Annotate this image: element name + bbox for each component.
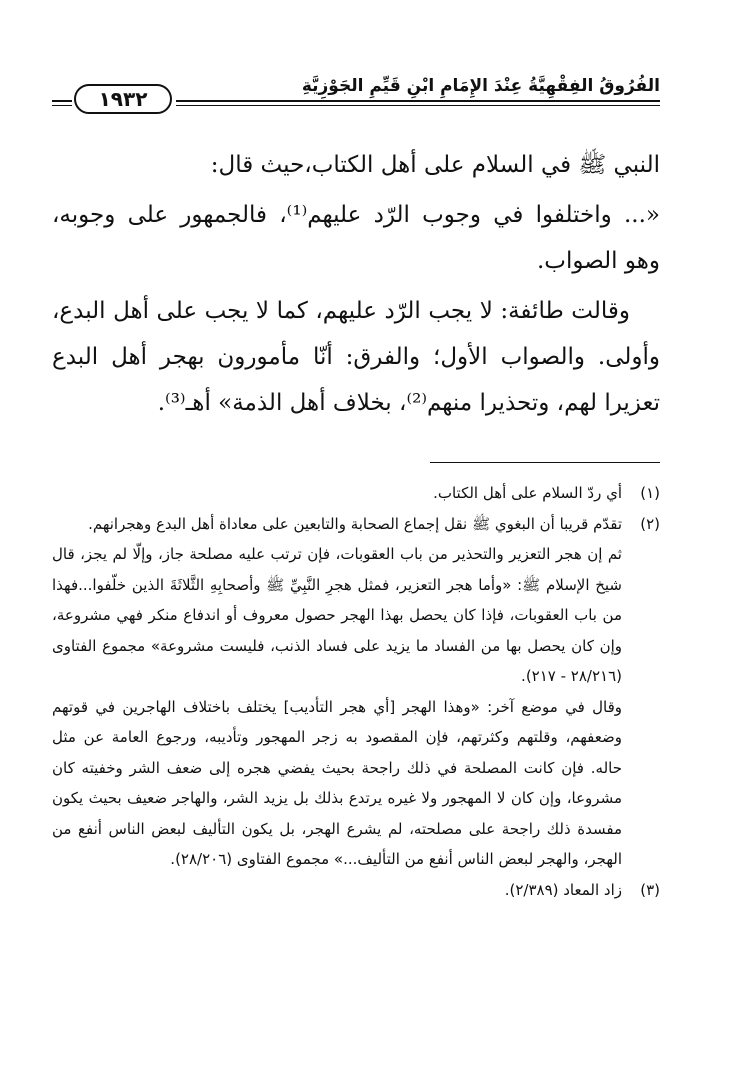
footnote-1 <box>52 478 660 509</box>
footnote-separator <box>430 462 660 463</box>
footnote-text: ثم إن هجر التعزير والتحذير من باب العقوبات، فإن ترتب عليه مصلحة جاز، وإلّا لم يجز، قال شيخ الإسلام ﷺ: «وأما هجر التعزير، فمثل هجرِ النَّبِيِّ ﷺ وأصحابِهِ الثَّلاثَةَ الذين خلّفوا...فهذا من باب العقوبات، فإذا كان يحصل بهذا الهجر حصول معروف أو اندفاع منكر فهي مشروعة، وإن كان يحصل بها من الفساد ما يزيد على فساد الذنب، فليست مشروعة» مجموع الفتاوى (٢٨/٢١٦ - ٢١٧). <box>52 545 622 685</box>
footnote-number: (٣) <box>640 880 660 899</box>
footnote-number: (٢) <box>640 514 660 533</box>
page-number: ١٩٣٢ <box>98 87 148 111</box>
main-quote-paragraph: «... واختلفوا في وجوب الرّد عليهم⁽¹⁾، فالجمهور على وجوبه، وهو الصواب. <box>52 202 660 274</box>
footnote-3 <box>52 875 660 906</box>
footnote-body <box>52 478 622 509</box>
footnote-2 <box>52 509 660 875</box>
footnote-text: زاد المعاد (٢/٣٨٩). <box>504 880 622 899</box>
main-paragraph: النبي ﷺ في السلام على أهل الكتاب،حيث قال: <box>210 152 660 178</box>
page-header <box>52 70 660 120</box>
footnotes <box>52 478 660 905</box>
running-title: الفُرُوقُ الفِقْهِيَّةُ عِنْدَ الإِمَامِ ابْنِ قَيِّمِ الجَوْزِيَّةِ <box>301 76 660 96</box>
footnote-number: (١) <box>640 484 660 502</box>
footnote-text: وقال في موضع آخر: «وهذا الهجر [أي هجر التأديب] يختلف باختلاف الهاجرين في قوتهم وضعفهم، وقلتهم وكثرتهم، فإن المقصود به زجر المهجور وتأديبه، ورجوع العامة عن مثل حاله. فإن كانت المصلحة في ذلك راجحة بحيث يفضي هجره إلى ضعف الشر وخفيته كان مشروعا، وإن كان لا المهجور ولا غيره يرتدع بذلك بل يزيد الشر، والهاجر ضعيف بحيث يكون مفسدة ذلك راجحة على مصلحته، لم يشرع الهجر، بل يكون التأليف لبعض الناس أنفع من الهجر، والهجر لبعض الناس أنفع من التأليف...» مجموع الفتاوى (٢٨/٢٠٦). <box>52 697 622 868</box>
footnote-text: تقدّم قريبا أن البغوي ﷺ نقل إجماع الصحابة والتابعين على معاداة أهل البدع وهجرانهم. <box>88 514 622 533</box>
page-number-frame <box>74 84 172 114</box>
footnote-text: أي ردّ السلام على أهل الكتاب. <box>433 484 622 502</box>
main-text <box>52 142 660 430</box>
footnote-body <box>52 875 622 906</box>
main-paragraph: وقالت طائفة: لا يجب الرّد عليهم، كما لا يجب على أهل البدع، وأولى. والصواب الأول؛ والفرق: أنّا مأمورون بهجر أهل البدع تعزيرا لهم، وتحذيرا منهم⁽²⁾، بخلاف أهل الذمة» أهـ⁽³⁾. <box>52 298 660 416</box>
footnote-body <box>52 509 622 875</box>
